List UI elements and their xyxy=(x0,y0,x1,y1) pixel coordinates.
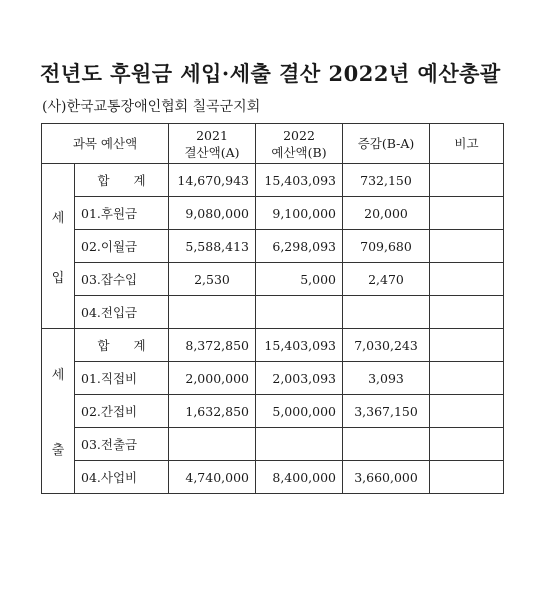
table-row xyxy=(42,428,504,461)
cell-diff: 7,030,243 xyxy=(343,329,430,362)
cell-2021: 9,080,000 xyxy=(169,197,256,230)
cell-diff: 3,367,150 xyxy=(343,395,430,428)
row-label: 01.후원금 xyxy=(75,197,169,230)
revenue-side-char: 세 xyxy=(51,210,65,226)
cell-diff xyxy=(343,296,430,329)
cell-2021: 14,670,943 xyxy=(169,164,256,197)
cell-2022: 15,403,093 xyxy=(256,329,343,362)
cell-2021 xyxy=(169,296,256,329)
row-label: 01.직접비 xyxy=(75,362,169,395)
cell-2022 xyxy=(256,428,343,461)
cell-remarks xyxy=(430,362,504,395)
cell-diff: 2,470 xyxy=(343,263,430,296)
cell-diff xyxy=(343,428,430,461)
cell-2021: 5,588,413 xyxy=(169,230,256,263)
cell-remarks xyxy=(430,395,504,428)
expense-side-char: 출 xyxy=(51,443,65,458)
row-label: 02.이월금 xyxy=(75,230,169,263)
header-subject: 과목 예산액 xyxy=(42,124,169,164)
page-title: 전년도 후원금 세입·세출 결산 2022년 예산총괄 xyxy=(40,61,501,86)
cell-2022: 9,100,000 xyxy=(256,197,343,230)
cell-diff: 3,093 xyxy=(343,362,430,395)
cell-remarks xyxy=(430,164,504,197)
cell-remarks xyxy=(430,230,504,263)
cell-2022: 15,403,093 xyxy=(256,164,343,197)
cell-2022 xyxy=(256,296,343,329)
revenue-side-char: 입 xyxy=(51,270,65,286)
expense-section-label xyxy=(42,329,75,494)
cell-diff: 3,660,000 xyxy=(343,461,430,494)
cell-remarks xyxy=(430,296,504,329)
header-diff: 증감(B-A) xyxy=(343,124,430,164)
header-2021 xyxy=(169,124,256,164)
table-row xyxy=(42,395,504,428)
header-2022-year: 2022 xyxy=(283,127,315,143)
cell-2021: 2,000,000 xyxy=(169,362,256,395)
cell-diff: 732,150 xyxy=(343,164,430,197)
cell-2022: 8,400,000 xyxy=(256,461,343,494)
row-label: 04.사업비 xyxy=(75,461,169,494)
row-label: 02.간접비 xyxy=(75,395,169,428)
cell-2022: 5,000,000 xyxy=(256,395,343,428)
cell-diff: 20,000 xyxy=(343,197,430,230)
cell-2021: 8,372,850 xyxy=(169,329,256,362)
table-row xyxy=(42,197,504,230)
expense-side-char: 세 xyxy=(51,368,65,383)
header-2021-label: 결산액(A) xyxy=(184,144,240,160)
cell-diff: 709,680 xyxy=(343,230,430,263)
table-row xyxy=(42,329,504,362)
header-2022 xyxy=(256,124,343,164)
cell-2022: 6,298,093 xyxy=(256,230,343,263)
cell-remarks xyxy=(430,329,504,362)
table-row xyxy=(42,461,504,494)
row-label: 합 계 xyxy=(75,329,169,362)
cell-2021: 4,740,000 xyxy=(169,461,256,494)
cell-remarks xyxy=(430,197,504,230)
revenue-section-label xyxy=(42,164,75,329)
row-label: 03.전출금 xyxy=(75,428,169,461)
cell-remarks xyxy=(430,263,504,296)
table-row xyxy=(42,362,504,395)
header-2021-year: 2021 xyxy=(196,127,228,143)
table-header-row xyxy=(42,124,504,164)
header-2022-label: 예산액(B) xyxy=(271,144,327,160)
cell-2021 xyxy=(169,428,256,461)
table-row xyxy=(42,164,504,197)
cell-remarks xyxy=(430,428,504,461)
row-label: 합 계 xyxy=(75,164,169,197)
cell-2021: 1,632,850 xyxy=(169,395,256,428)
organization-name: (사)한국교통장애인협회 칠곡군지회 xyxy=(42,99,261,115)
header-remarks: 비고 xyxy=(430,124,504,164)
cell-remarks xyxy=(430,461,504,494)
table-row xyxy=(42,296,504,329)
budget-table xyxy=(41,123,504,494)
cell-2022: 5,000 xyxy=(256,263,343,296)
row-label: 03.잡수입 xyxy=(75,263,169,296)
table-row xyxy=(42,230,504,263)
cell-2022: 2,003,093 xyxy=(256,362,343,395)
table-row xyxy=(42,263,504,296)
row-label: 04.전입금 xyxy=(75,296,169,329)
cell-2021: 2,530 xyxy=(169,263,256,296)
